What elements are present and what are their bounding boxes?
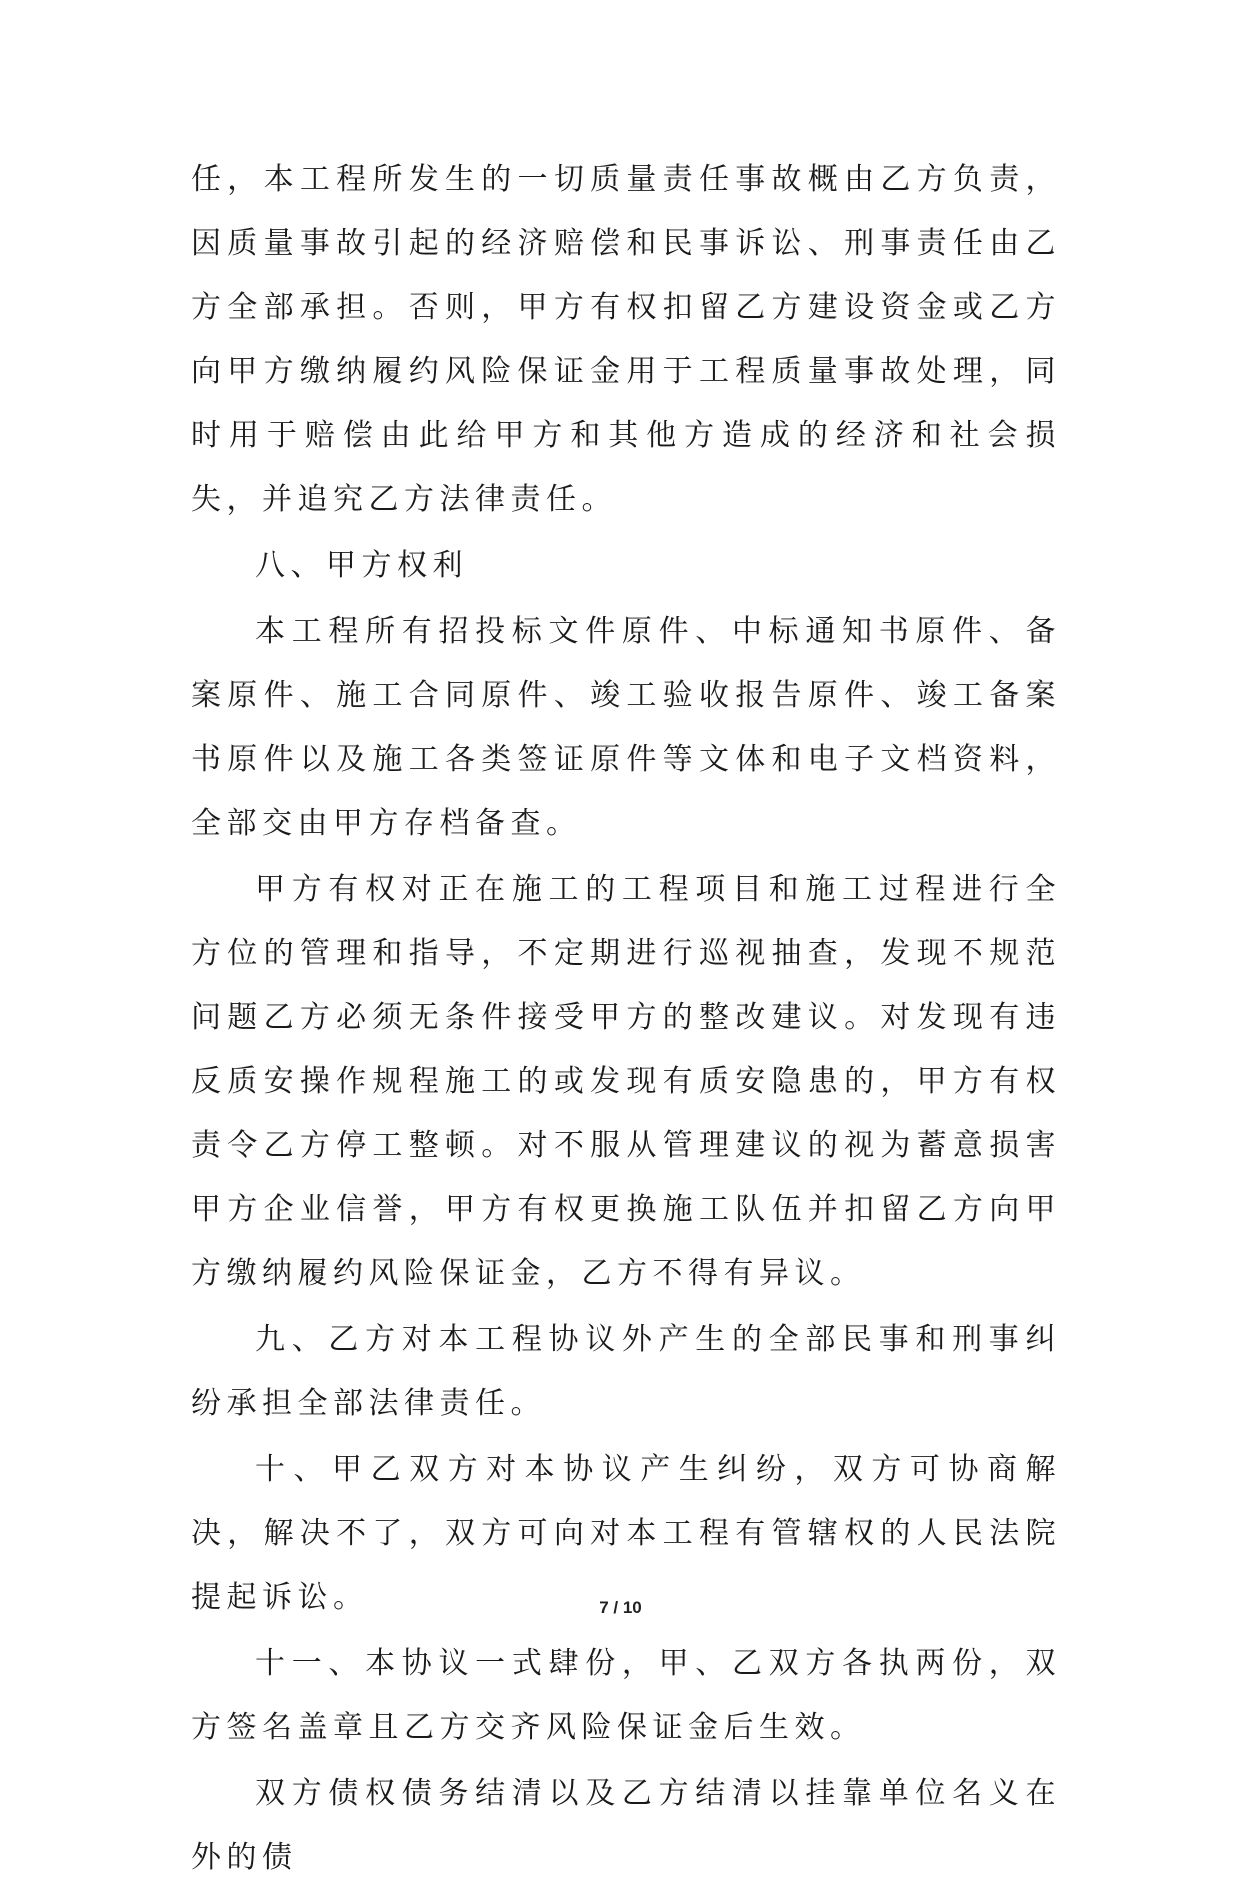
paragraph-continuation: 任，本工程所发生的一切质量责任事故概由乙方负责，因质量事故引起的经济赔偿和民事诉讼、刑事责任由乙方全部承担。否则，甲方有权扣留乙方建设资金或乙方向甲方缴纳履约风险保证金用于工程质量事故处理，同时用于赔偿由此给甲方和其他方造成的经济和社会损失，并追究乙方法律责任。 bbox=[191, 162, 1061, 517]
paragraph: 本工程所有招投标文件原件、中标通知书原件、备案原件、施工合同原件、竣工验收报告原件、竣工备案书原件以及施工各类签证原件等文体和电子文档资料，全部交由甲方存档备查。 bbox=[191, 614, 1061, 841]
document-body bbox=[191, 148, 1061, 1890]
paragraph: 甲方有权对正在施工的工程项目和施工过程进行全方位的管理和指导，不定期进行巡视抽查，发现不规范问题乙方必须无条件接受甲方的整改建议。对发现有违反质安操作规程施工的或发现有质安隐患的，甲方有权责令乙方停工整顿。对不服从管理建议的视为蓄意损害甲方企业信誉，甲方有权更换施工队伍并扣留乙方向甲方缴纳履约风险保证金，乙方不得有异议。 bbox=[191, 872, 1061, 1291]
section-heading-8: 八、甲方权利 bbox=[255, 548, 468, 583]
clause-10: 十、甲乙双方对本协议产生纠纷，双方可协商解决，解决不了，双方可向对本工程有管辖权的人民法院提起诉讼。 bbox=[191, 1452, 1061, 1615]
clause-9: 九、乙方对本工程协议外产生的全部民事和刑事纠纷承担全部法律责任。 bbox=[191, 1322, 1061, 1421]
page-number: 7 / 10 bbox=[599, 1598, 642, 1617]
paragraph: 双方债权债务结清以及乙方结清以挂靠单位名义在外的债 bbox=[191, 1776, 1061, 1875]
clause-11: 十一、本协议一式肆份，甲、乙双方各执两份，双方签名盖章且乙方交齐风险保证金后生效。 bbox=[191, 1646, 1061, 1745]
